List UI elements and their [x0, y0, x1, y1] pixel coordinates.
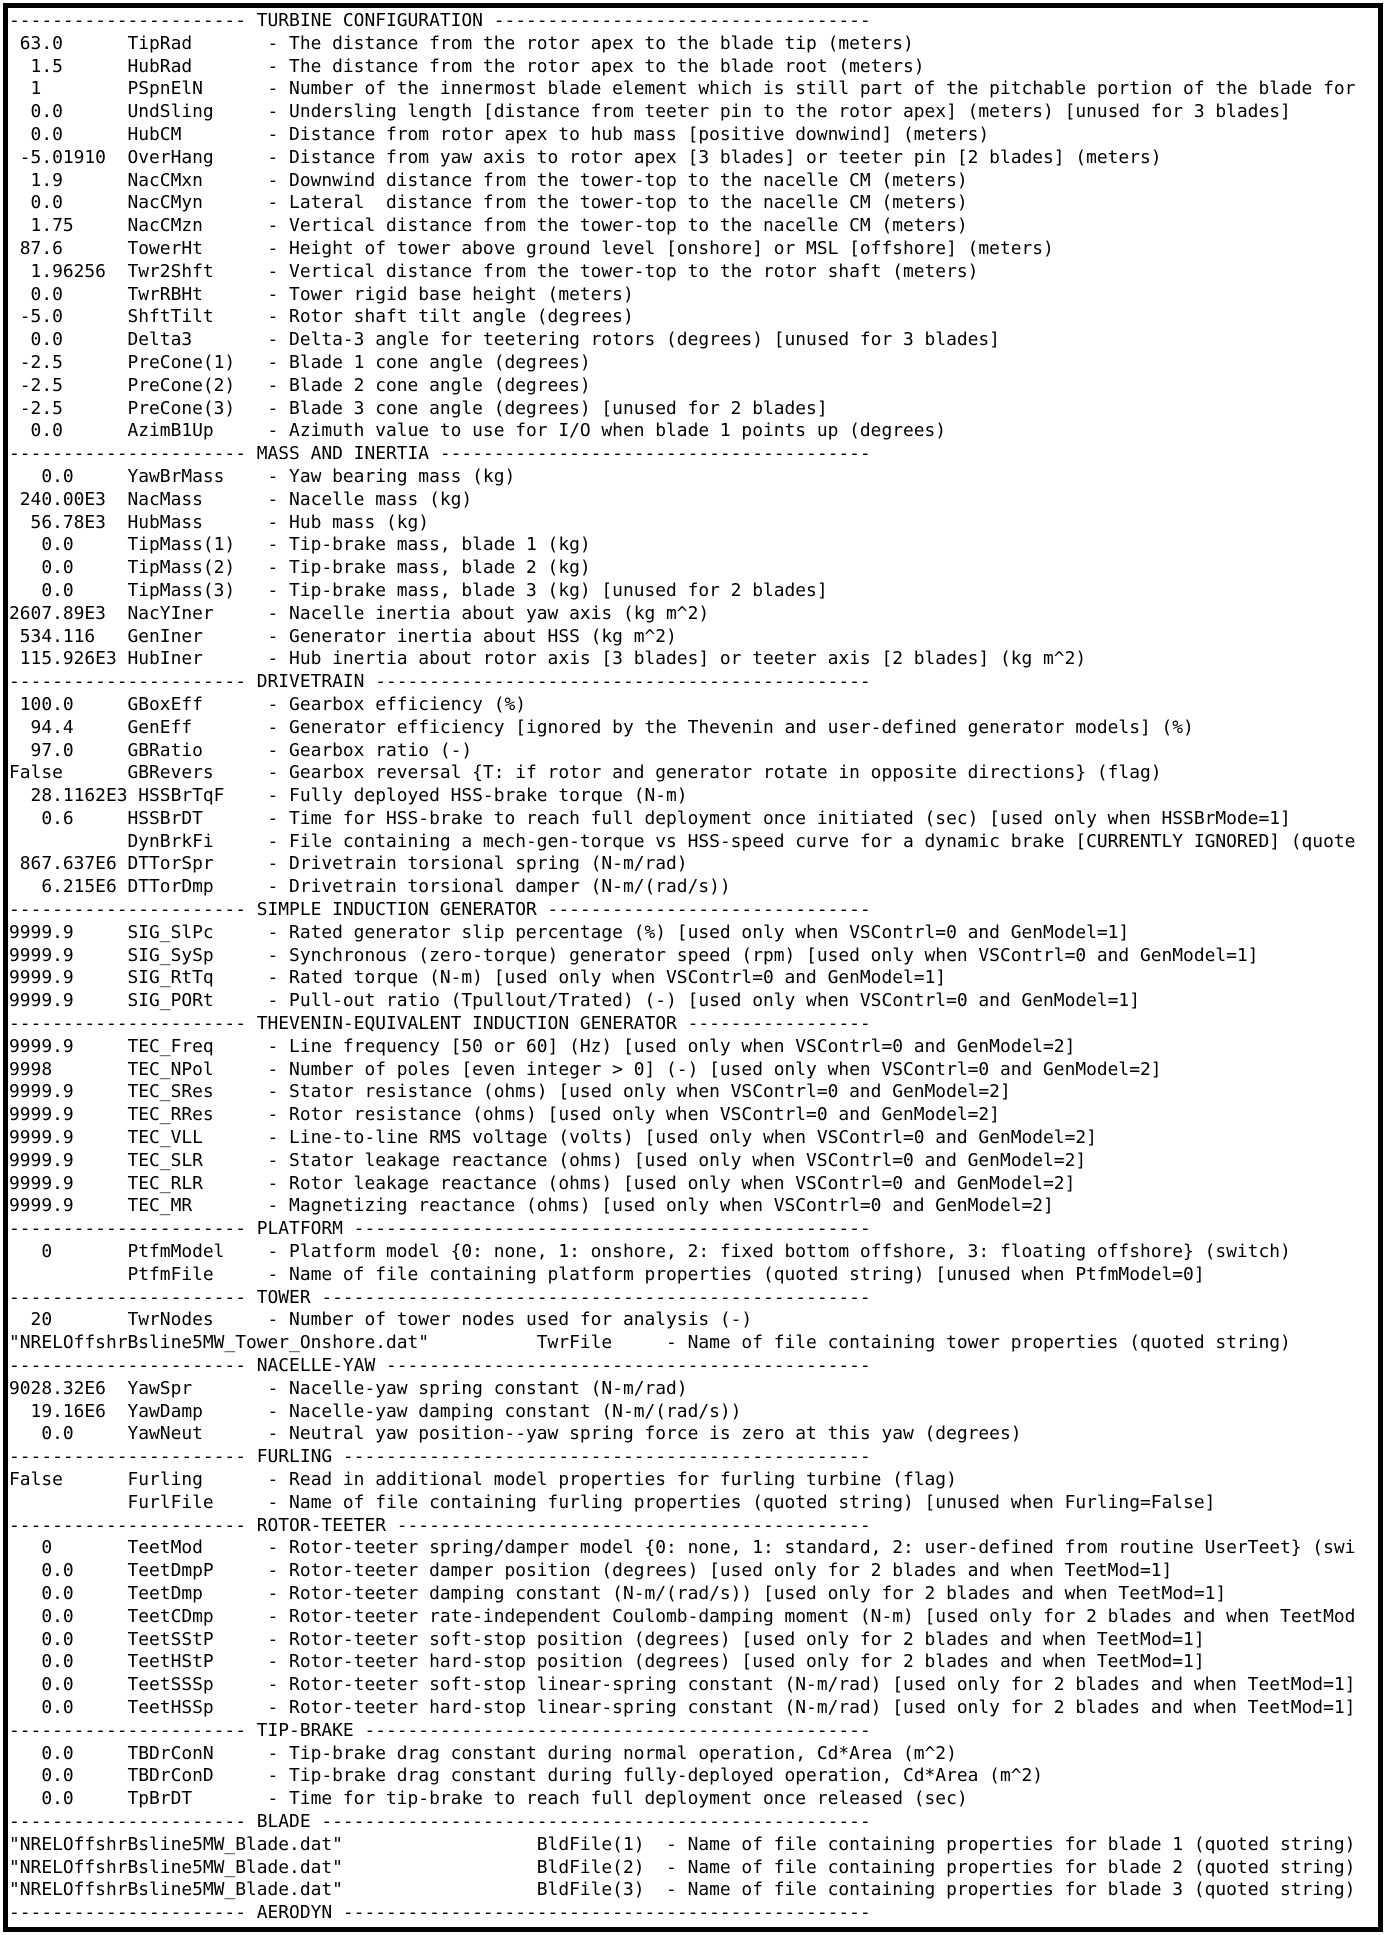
param-line: -2.5 PreCone(2) - Blade 2 cone angle (degrees): [9, 374, 591, 396]
param-line: 0.0 TipMass(3) - Tip-brake mass, blade 3 (kg) [unused for 2 blades]: [9, 579, 828, 601]
section-header-line: ---------------------- SIMPLE INDUCTION GENERATOR ------------------------------: [9, 899, 871, 921]
param-line: 0.0 NacCMyn - Lateral distance from the tower-top to the nacelle CM (meters): [9, 192, 968, 214]
param-line: 97.0 GBRatio - Gearbox ratio (-): [9, 739, 473, 761]
param-line: 0.0 TeetHStP - Rotor-teeter hard-stop position (degrees) [used only for 2 blades and when TeetMod=1]: [9, 1651, 1205, 1673]
param-line: 20 TwrNodes - Number of tower nodes used for analysis (-): [9, 1309, 753, 1331]
param-line: 0.0 TBDrConD - Tip-brake drag constant during fully-deployed operation, Cd*Area (m^2): [9, 1765, 1044, 1787]
param-line: 0.0 UndSling - Undersling length [distance from teeter pin to the rotor apex] (meters) [unused for 3 blades]: [9, 101, 1291, 123]
param-line: 1.96256 Twr2Shft - Vertical distance from the tower-top to the rotor shaft (meters): [9, 260, 979, 282]
param-line: 0.0 TeetSSSp - Rotor-teeter soft-stop linear-spring constant (N-m/rad) [used only for 2 blades and when TeetMod=1]: [9, 1674, 1356, 1696]
section-header-line: ---------------------- ROTOR-TEETER --------------------------------------------: [9, 1514, 871, 1536]
param-line: -5.01910 OverHang - Distance from yaw axis to rotor apex [3 blades] or teeter pin [2 blades] (meters): [9, 146, 1162, 168]
param-line: 9999.9 TEC_VLL - Line-to-line RMS voltage (volts) [used only when VSContrl=0 and GenModel=2]: [9, 1127, 1097, 1149]
param-line: "NRELOffshrBsline5MW_Blade.dat" BldFile(3) - Name of file containing properties for blade 3 (quoted string): [9, 1879, 1356, 1901]
param-line: 0.0 AzimB1Up - Azimuth value to use for I/O when blade 1 points up (degrees): [9, 420, 947, 442]
section-header-line: ---------------------- MASS AND INERTIA ----------------------------------------: [9, 443, 871, 465]
param-line: "NRELOffshrBsline5MW_Blade.dat" BldFile(2) - Name of file containing properties for blade 2 (quoted string): [9, 1856, 1356, 1878]
param-line: FurlFile - Name of file containing furling properties (quoted string) [unused when Furling=False]: [9, 1491, 1216, 1513]
section-header-line: ---------------------- NACELLE-YAW ---------------------------------------------: [9, 1355, 871, 1377]
section-header-line: ---------------------- DRIVETRAIN ----------------------------------------------: [9, 671, 871, 693]
param-line: 0.0 TeetSStP - Rotor-teeter soft-stop position (degrees) [used only for 2 blades and when TeetMod=1]: [9, 1628, 1205, 1650]
param-line: 9998 TEC_NPol - Number of poles [even integer > 0] (-) [used only when VSContrl=0 and GenModel=2]: [9, 1058, 1162, 1080]
param-line: 56.78E3 HubMass - Hub mass (kg): [9, 511, 430, 533]
param-line: 2607.89E3 NacYIner - Nacelle inertia about yaw axis (kg m^2): [9, 602, 710, 624]
param-line: 9028.32E6 YawSpr - Nacelle-yaw spring constant (N-m/rad): [9, 1377, 688, 1399]
param-line: 0.6 HSSBrDT - Time for HSS-brake to reach full deployment once initiated (sec) [used only when HSSBrMode=1]: [9, 807, 1291, 829]
param-line: 87.6 TowerHt - Height of tower above ground level [onshore] or MSL [offshore] (meters): [9, 237, 1054, 259]
param-line: 0.0 TipMass(1) - Tip-brake mass, blade 1 (kg): [9, 534, 591, 556]
section-header-line: ---------------------- PLATFORM ------------------------------------------------: [9, 1218, 871, 1240]
param-line: "NRELOffshrBsline5MW_Blade.dat" BldFile(1) - Name of file containing properties for blade 1 (quoted string): [9, 1833, 1356, 1855]
param-line: 115.926E3 HubIner - Hub inertia about rotor axis [3 blades] or teeter axis [2 blades] (kg m^2): [9, 648, 1087, 670]
param-line: 1 PSpnElN - Number of the innermost blade element which is still part of the pitchable portion of the blade for: [9, 78, 1356, 100]
section-header-line: ---------------------- BLADE ---------------------------------------------------: [9, 1810, 871, 1832]
param-line: -5.0 ShftTilt - Rotor shaft tilt angle (degrees): [9, 306, 634, 328]
section-header-line: ---------------------- TURBINE CONFIGURATION -----------------------------------: [9, 10, 871, 31]
param-line: 9999.9 SIG_RtTq - Rated torque (N-m) [used only when VSContrl=0 and GenModel=1]: [9, 967, 947, 989]
param-line: 9999.9 SIG_SySp - Synchronous (zero-torque) generator speed (rpm) [used only when VSContrl=0 and GenModel=1]: [9, 944, 1259, 966]
param-line: False Furling - Read in additional model properties for furling turbine (flag): [9, 1469, 957, 1490]
param-line: 9999.9 TEC_RLR - Rotor leakage reactance (ohms) [used only when VSContrl=0 and GenModel=2]: [9, 1172, 1076, 1194]
param-line: PtfmFile - Name of file containing platform properties (quoted string) [unused when PtfmModel=0]: [9, 1263, 1205, 1285]
param-line: 9999.9 TEC_SRes - Stator resistance (ohms) [used only when VSContrl=0 and GenModel=2]: [9, 1081, 1011, 1103]
param-line: 0.0 HubCM - Distance from rotor apex to hub mass [positive downwind] (meters): [9, 123, 990, 145]
param-line: 9999.9 SIG_PORt - Pull-out ratio (Tpullout/Trated) (-) [used only when VSContrl=0 and GenModel=1]: [9, 990, 1140, 1012]
section-header-line: ---------------------- THEVENIN-EQUIVALENT INDUCTION GENERATOR -----------------: [9, 1013, 871, 1035]
param-line: 1.5 HubRad - The distance from the rotor apex to the blade root (meters): [9, 55, 925, 77]
param-line: 0.0 TeetHSSp - Rotor-teeter hard-stop linear-spring constant (N-m/rad) [used only for 2 blades and when TeetMod=1]: [9, 1696, 1356, 1718]
param-line: -2.5 PreCone(3) - Blade 3 cone angle (degrees) [unused for 2 blades]: [9, 397, 828, 419]
section-header-line: ---------------------- FURLING -------------------------------------------------: [9, 1446, 871, 1468]
param-line: 0.0 TipMass(2) - Tip-brake mass, blade 2 (kg): [9, 557, 591, 579]
section-header-line: ---------------------- TIP-BRAKE -----------------------------------------------: [9, 1719, 871, 1741]
param-line: 63.0 TipRad - The distance from the rotor apex to the blade tip (meters): [9, 32, 914, 54]
param-line: 0 PtfmModel - Platform model {0: none, 1: onshore, 2: fixed bottom offshore, 3: floating offshore} (switch): [9, 1241, 1291, 1263]
param-line: 0.0 TpBrDT - Time for tip-brake to reach full deployment once released (sec): [9, 1788, 968, 1810]
param-line: 100.0 GBoxEff - Gearbox efficiency (%): [9, 693, 527, 715]
param-line: "NRELOffshrBsline5MW_Tower_Onshore.dat" TwrFile - Name of file containing tower properties (quoted string): [9, 1332, 1291, 1354]
section-header-line: ---------------------- TOWER ---------------------------------------------------: [9, 1286, 871, 1308]
param-line: 0.0 TeetDmpP - Rotor-teeter damper position (degrees) [used only for 2 blades and when TeetMod=1]: [9, 1560, 1173, 1582]
param-line: 0.0 YawNeut - Neutral yaw position--yaw spring force is zero at this yaw (degrees): [9, 1423, 1022, 1445]
param-line: 1.9 NacCMxn - Downwind distance from the tower-top to the nacelle CM (meters): [9, 169, 968, 191]
param-line: 0 TeetMod - Rotor-teeter spring/damper model {0: none, 1: standard, 2: user-defined from routine UserTeet} (swi: [9, 1537, 1356, 1559]
param-line: 0.0 YawBrMass - Yaw bearing mass (kg): [9, 465, 516, 487]
param-line: 28.1162E3 HSSBrTqF - Fully deployed HSS-brake torque (N-m): [9, 785, 688, 807]
section-header-line: ---------------------- AERODYN -------------------------------------------------: [9, 1902, 871, 1924]
param-line: 867.637E6 DTTorSpr - Drivetrain torsional spring (N-m/rad): [9, 853, 688, 875]
param-line: 9999.9 TEC_Freq - Line frequency [50 or 60] (Hz) [used only when VSContrl=0 and GenModel=2]: [9, 1035, 1076, 1057]
param-line: 9999.9 SIG_SlPc - Rated generator slip percentage (%) [used only when VSContrl=0 and GenModel=1]: [9, 921, 1130, 943]
param-line: 19.16E6 YawDamp - Nacelle-yaw damping constant (N-m/(rad/s)): [9, 1400, 742, 1422]
param-line: 534.116 GenIner - Generator inertia about HSS (kg m^2): [9, 625, 677, 647]
param-line: -2.5 PreCone(1) - Blade 1 cone angle (degrees): [9, 351, 591, 373]
param-line: 0.0 TeetCDmp - Rotor-teeter rate-independent Coulomb-damping moment (N-m) [used only for 2 blades and when TeetMod: [9, 1605, 1356, 1627]
param-line: 0.0 Delta3 - Delta-3 angle for teetering rotors (degrees) [unused for 3 blades]: [9, 329, 1000, 351]
param-line: 9999.9 TEC_RRes - Rotor resistance (ohms) [used only when VSContrl=0 and GenModel=2]: [9, 1104, 1000, 1126]
param-line: 6.215E6 DTTorDmp - Drivetrain torsional damper (N-m/(rad/s)): [9, 876, 731, 898]
file-content: [8, 8, 1378, 1925]
param-line: 1.75 NacCMzn - Vertical distance from the tower-top to the nacelle CM (meters): [9, 215, 968, 237]
param-line: 0.0 TBDrConN - Tip-brake drag constant during normal operation, Cd*Area (m^2): [9, 1742, 957, 1764]
param-line: 94.4 GenEff - Generator efficiency [ignored by the Thevenin and user-defined generator models] (%): [9, 716, 1194, 738]
param-line: 240.00E3 NacMass - Nacelle mass (kg): [9, 488, 473, 510]
param-line: 9999.9 TEC_SLR - Stator leakage reactance (ohms) [used only when VSContrl=0 and GenModel=2]: [9, 1149, 1087, 1171]
fast-input-file-page: [3, 3, 1383, 1932]
param-line: 9999.9 TEC_MR - Magnetizing reactance (ohms) [used only when VSContrl=0 and GenModel=2]: [9, 1195, 1054, 1217]
param-line: DynBrkFi - File containing a mech-gen-torque vs HSS-speed curve for a dynamic brake [CURRENTLY IGNORED] (quote: [9, 830, 1356, 852]
param-line: 0.0 TwrRBHt - Tower rigid base height (meters): [9, 283, 634, 305]
param-line: 0.0 TeetDmp - Rotor-teeter damping constant (N-m/(rad/s)) [used only for 2 blades and when TeetMod=1]: [9, 1582, 1227, 1604]
param-line: False GBRevers - Gearbox reversal {T: if rotor and generator rotate in opposite directions} (flag): [9, 762, 1162, 784]
